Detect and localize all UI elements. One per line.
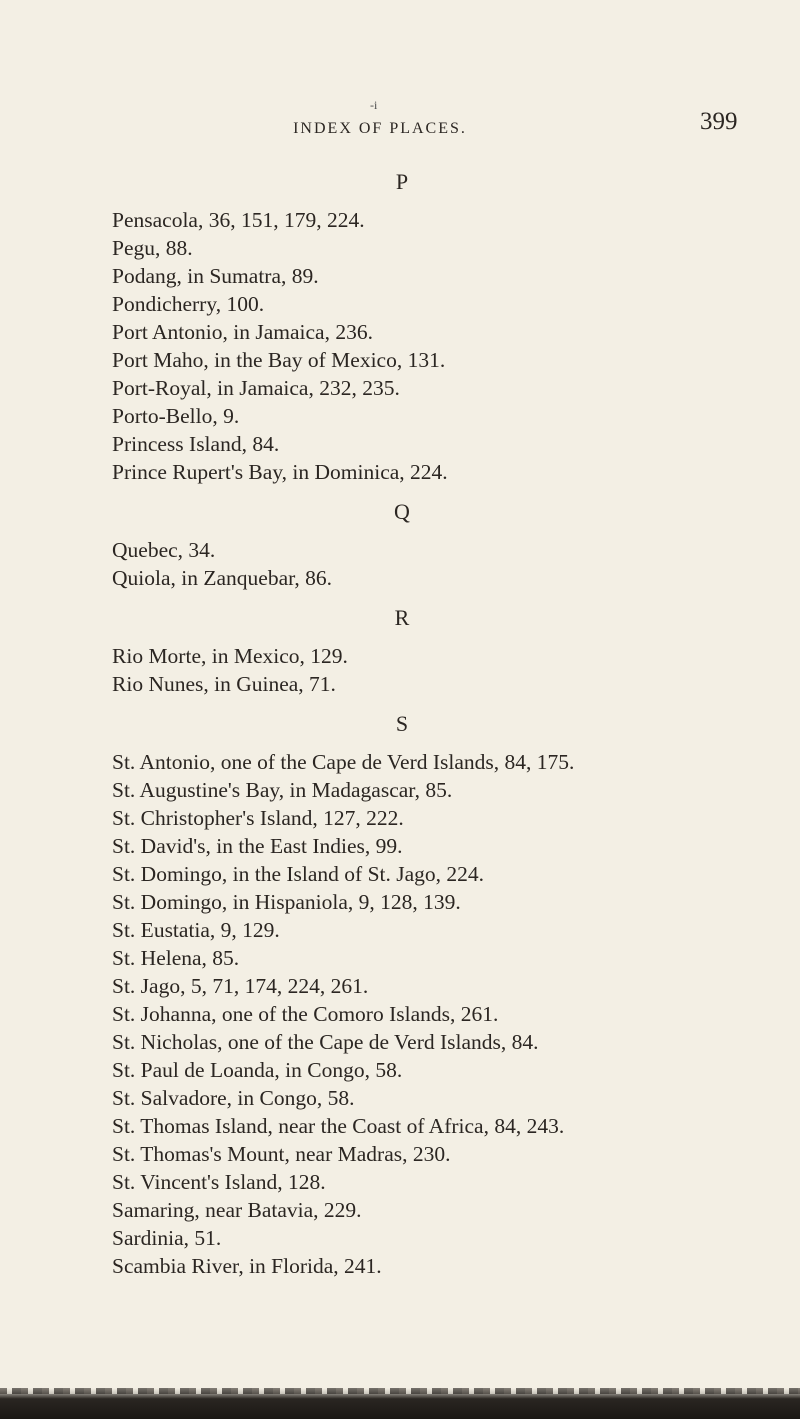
index-entry: Pensacola, 36, 151, 179, 224. (112, 208, 365, 232)
index-entry: St. Johanna, one of the Comoro Islands, 261. (112, 1002, 499, 1026)
index-entry: St. Eustatia, 9, 129. (112, 918, 280, 942)
index-entry: Scambia River, in Florida, 241. (112, 1254, 382, 1278)
running-head (0, 108, 800, 138)
index-entry: St. Thomas's Mount, near Madras, 230. (112, 1142, 451, 1166)
index-section-r (112, 604, 772, 698)
index-entry: St. Antonio, one of the Cape de Verd Islands, 84, 175. (112, 750, 575, 774)
index-entry: St. David's, in the East Indies, 99. (112, 834, 403, 858)
index-entry: St. Nicholas, one of the Cape de Verd Islands, 84. (112, 1030, 539, 1054)
index-entry: St. Helena, 85. (112, 946, 240, 970)
index-entry: St. Paul de Loanda, in Congo, 58. (112, 1058, 403, 1082)
index-entry: St. Thomas Island, near the Coast of Africa, 84, 243. (112, 1114, 565, 1138)
index-entry: Podang, in Sumatra, 89. (112, 264, 319, 288)
index-section-p (112, 168, 772, 486)
section-letter: R (394, 605, 410, 630)
section-letter: P (395, 169, 409, 194)
index-entry: Sardinia, 51. (112, 1226, 222, 1250)
running-title: INDEX OF PLACES. (293, 120, 467, 137)
index-entry: Quiola, in Zanquebar, 86. (112, 566, 333, 590)
index-section-s (112, 710, 772, 1280)
page-edge-shadow (0, 1388, 800, 1419)
index-entry: St. Domingo, in Hispaniola, 9, 128, 139. (112, 890, 461, 914)
printer-mark: -i (370, 98, 378, 112)
index-entry: Porto-Bello, 9. (112, 404, 240, 428)
index-entry: Port Maho, in the Bay of Mexico, 131. (112, 348, 446, 372)
index-entry: St. Salvadore, in Congo, 58. (112, 1086, 355, 1110)
index-entry: Port Antonio, in Jamaica, 236. (112, 320, 373, 344)
index-entry: Rio Morte, in Mexico, 129. (112, 644, 348, 668)
index-body (112, 168, 772, 1292)
torn-edge (0, 1388, 800, 1394)
index-entry: St. Domingo, in the Island of St. Jago, 224. (112, 862, 485, 886)
index-entry: Princess Island, 84. (112, 432, 280, 456)
index-entry: Port-Royal, in Jamaica, 232, 235. (112, 376, 400, 400)
index-entry: Pegu, 88. (112, 236, 193, 260)
index-section-q (112, 498, 772, 592)
index-entry: St. Augustine's Bay, in Madagascar, 85. (112, 778, 453, 802)
index-entry: Samaring, near Batavia, 229. (112, 1198, 362, 1222)
index-entry: St. Vincent's Island, 128. (112, 1170, 326, 1194)
index-entry: Quebec, 34. (112, 538, 216, 562)
index-entry: St. Jago, 5, 71, 174, 224, 261. (112, 974, 369, 998)
section-letter: Q (394, 499, 410, 524)
index-entry: St. Christopher's Island, 127, 222. (112, 806, 404, 830)
index-entry: Pondicherry, 100. (112, 292, 265, 316)
index-entry: Prince Rupert's Bay, in Dominica, 224. (112, 460, 448, 484)
page-number: 399 (700, 108, 738, 135)
section-letter: S (395, 711, 409, 736)
index-entry: Rio Nunes, in Guinea, 71. (112, 672, 336, 696)
